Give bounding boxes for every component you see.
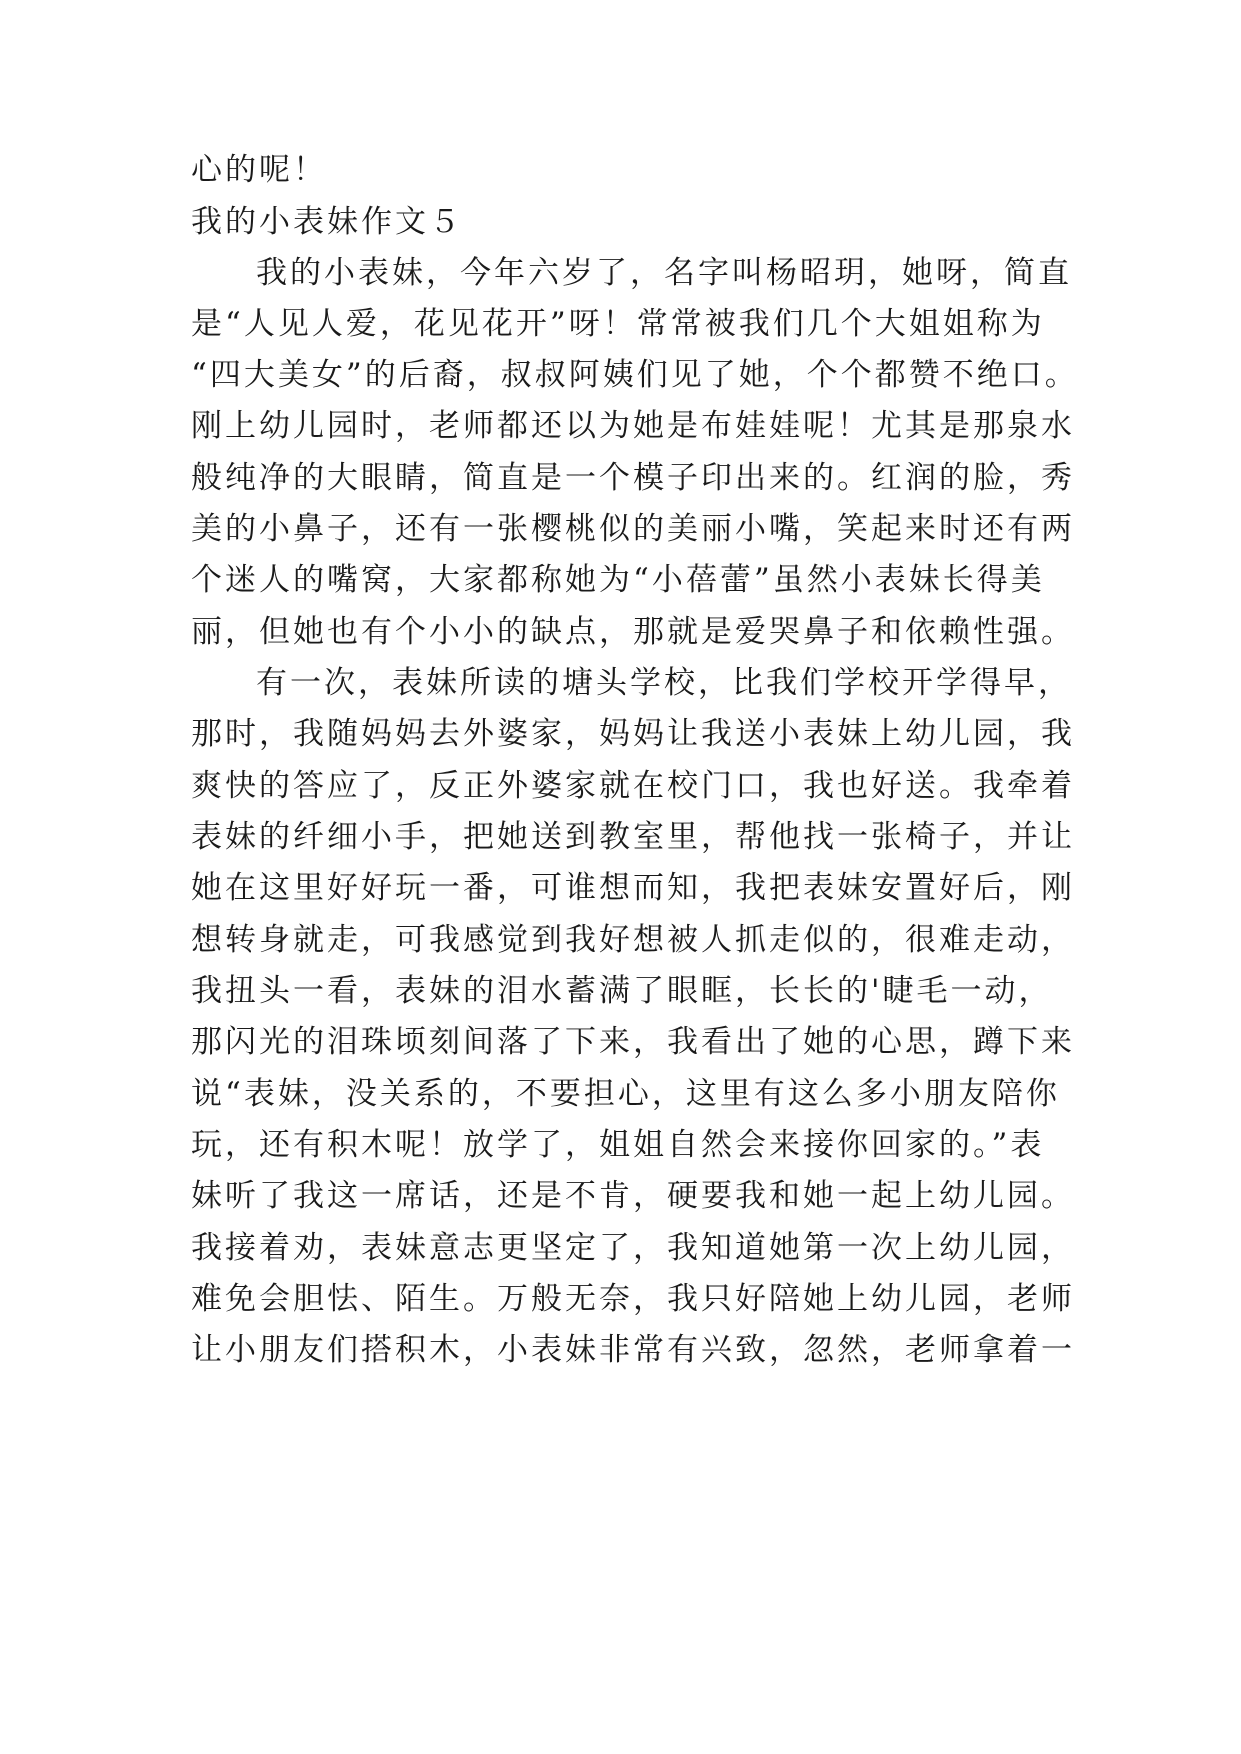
- text-line: 表妹的纤细小手，把她送到教室里，帮他找一张椅子，并让: [191, 819, 1075, 855]
- text-line: 让小朋友们搭积木，小表妹非常有兴致，忽然，老师拿着一: [191, 1332, 1075, 1368]
- text-line: 她在这里好好玩一番，可谁想而知，我把表妹安置好后，刚: [191, 870, 1075, 906]
- text-line: 丽，但她也有个小小的缺点，那就是爱哭鼻子和依赖性强。: [191, 614, 1075, 650]
- text-line: “四大美女”的后裔，叔叔阿姨们见了她，个个都赞不绝口。: [191, 357, 1079, 393]
- text-line: 美的小鼻子，还有一张樱桃似的美丽小嘴，笑起来时还有两: [191, 511, 1075, 547]
- text-line: 玩，还有积木呢！放学了，姐姐自然会来接你回家的。”表: [191, 1127, 1045, 1163]
- text-line: 想转身就走，可我感觉到我好想被人抓走似的，很难走动，: [191, 922, 1075, 958]
- text-line: 般纯净的大眼睛，简直是一个模子印出来的。红润的脸，秀: [191, 460, 1075, 496]
- text-line: 爽快的答应了，反正外婆家就在校门口，我也好送。我牵着: [191, 768, 1075, 804]
- text-line: 我的小表妹，今年六岁了，名字叫杨昭玥，她呀，简直: [256, 255, 1072, 291]
- text-line: 我接着劝，表妹意志更坚定了，我知道她第一次上幼儿园，: [191, 1230, 1075, 1266]
- text-line: 那闪光的泪珠顷刻间落了下来，我看出了她的心思，蹲下来: [191, 1024, 1075, 1060]
- text-line: 那时，我随妈妈去外婆家，妈妈让我送小表妹上幼儿园，我: [191, 716, 1075, 752]
- text-line: 是“人见人爱，花见花开”呀！常常被我们几个大姐姐称为: [191, 306, 1045, 342]
- text-line: 说“表妹，没关系的，不要担心，这里有这么多小朋友陪你: [191, 1076, 1060, 1112]
- text-line: 刚上幼儿园时，老师都还以为她是布娃娃呢！尤其是那泉水: [191, 408, 1075, 444]
- text-line: 妹听了我这一席话，还是不肯，硬要我和她一起上幼儿园。: [191, 1178, 1075, 1214]
- text-line: 有一次，表妹所读的塘头学校，比我们学校开学得早，: [256, 665, 1072, 701]
- section-title: 我的小表妹作文５: [191, 204, 463, 240]
- text-line: 个迷人的嘴窝，大家都称她为“小蓓蕾”虽然小表妹长得美: [191, 562, 1045, 598]
- text-line: 我扭头一看，表妹的泪水蓄满了眼眶，长长的'睫毛一动，: [191, 973, 1053, 1009]
- text-line: 难免会胆怯、陌生。万般无奈，我只好陪她上幼儿园，老师: [191, 1281, 1075, 1317]
- text-line: 心的呢！: [191, 152, 327, 188]
